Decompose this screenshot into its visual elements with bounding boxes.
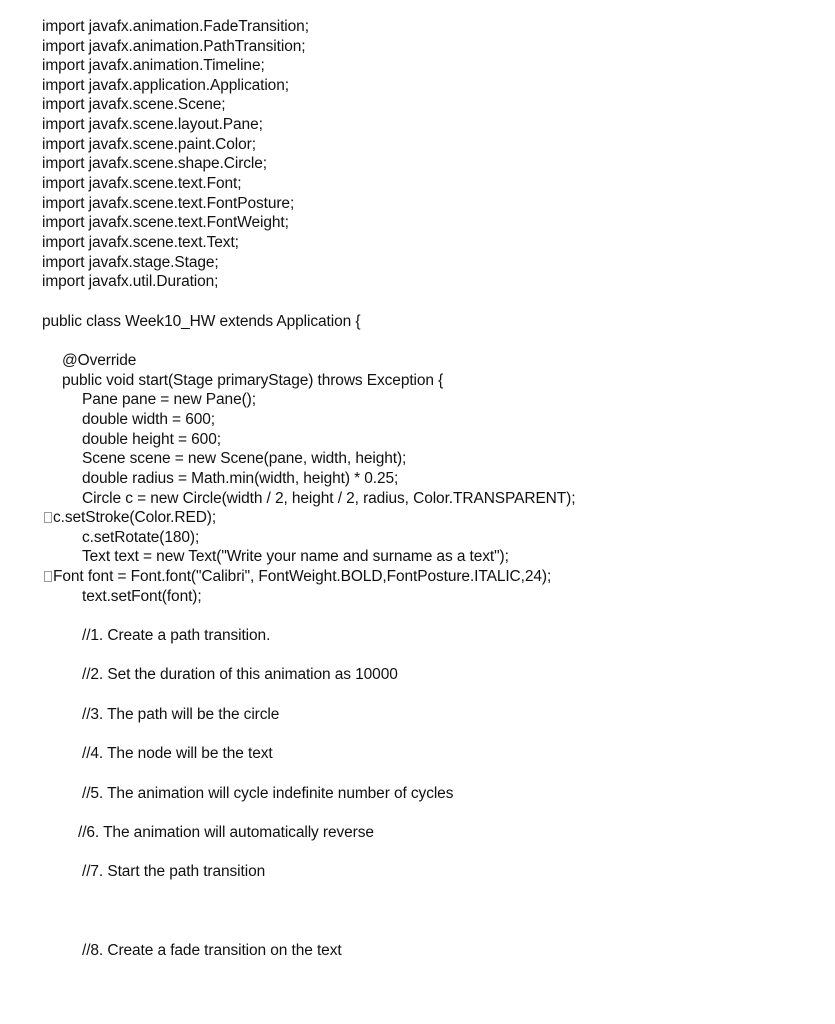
code-line: Text text = new Text("Write your name and surname as a text"); xyxy=(82,548,509,565)
code-line: double height = 600; xyxy=(82,431,221,448)
import-line: import javafx.scene.text.Font; xyxy=(42,175,242,192)
task-comment: //2. Set the duration of this animation as 10000 xyxy=(82,666,398,683)
import-line: import javafx.stage.Stage; xyxy=(42,254,219,271)
task-comment: //1. Create a path transition. xyxy=(82,627,271,644)
code-line: double radius = Math.min(width, height) * 0.25; xyxy=(82,470,399,487)
code-line: Pane pane = new Pane(); xyxy=(82,391,256,408)
class-declaration: public class Week10_HW extends Application { xyxy=(42,313,361,330)
code-line-with-glyph xyxy=(44,567,551,586)
code-line: Font font = Font.font("Calibri", FontWeight.BOLD,FontPosture.ITALIC,24); xyxy=(53,568,552,585)
import-line: import javafx.scene.text.Text; xyxy=(42,234,239,251)
missing-glyph-icon xyxy=(44,571,52,582)
override-annotation: @Override xyxy=(62,352,137,369)
import-line: import javafx.scene.text.FontWeight; xyxy=(42,214,289,231)
code-line: Circle c = new Circle(width / 2, height / 2, radius, Color.TRANSPARENT); xyxy=(82,490,576,507)
import-line: import javafx.animation.PathTransition; xyxy=(42,38,306,55)
code-line: c.setStroke(Color.RED); xyxy=(53,509,217,526)
code-line-with-glyph xyxy=(44,508,216,527)
code-line: Scene scene = new Scene(pane, width, height); xyxy=(82,450,407,467)
import-line: import javafx.scene.shape.Circle; xyxy=(42,155,267,172)
missing-glyph-icon xyxy=(44,512,52,523)
code-line: c.setRotate(180); xyxy=(82,529,200,546)
task-comment: //4. The node will be the text xyxy=(82,745,273,762)
import-line: import javafx.scene.layout.Pane; xyxy=(42,116,263,133)
import-line: import javafx.scene.paint.Color; xyxy=(42,136,256,153)
method-declaration: public void start(Stage primaryStage) throws Exception { xyxy=(62,372,444,389)
task-comment: //5. The animation will cycle indefinite number of cycles xyxy=(82,785,454,802)
import-line: import javafx.scene.text.FontPosture; xyxy=(42,195,295,212)
import-line: import javafx.application.Application; xyxy=(42,77,289,94)
task-comment: //3. The path will be the circle xyxy=(82,706,280,723)
import-line: import javafx.util.Duration; xyxy=(42,273,219,290)
code-line: text.setFont(font); xyxy=(82,588,202,605)
task-comment: //7. Start the path transition xyxy=(82,863,266,880)
import-line: import javafx.animation.Timeline; xyxy=(42,57,265,74)
import-line: import javafx.scene.Scene; xyxy=(42,96,226,113)
task-comment: //6. The animation will automatically reverse xyxy=(78,824,374,841)
task-comment: //8. Create a fade transition on the text xyxy=(82,942,342,959)
code-line: double width = 600; xyxy=(82,411,215,428)
import-line: import javafx.animation.FadeTransition; xyxy=(42,18,309,35)
